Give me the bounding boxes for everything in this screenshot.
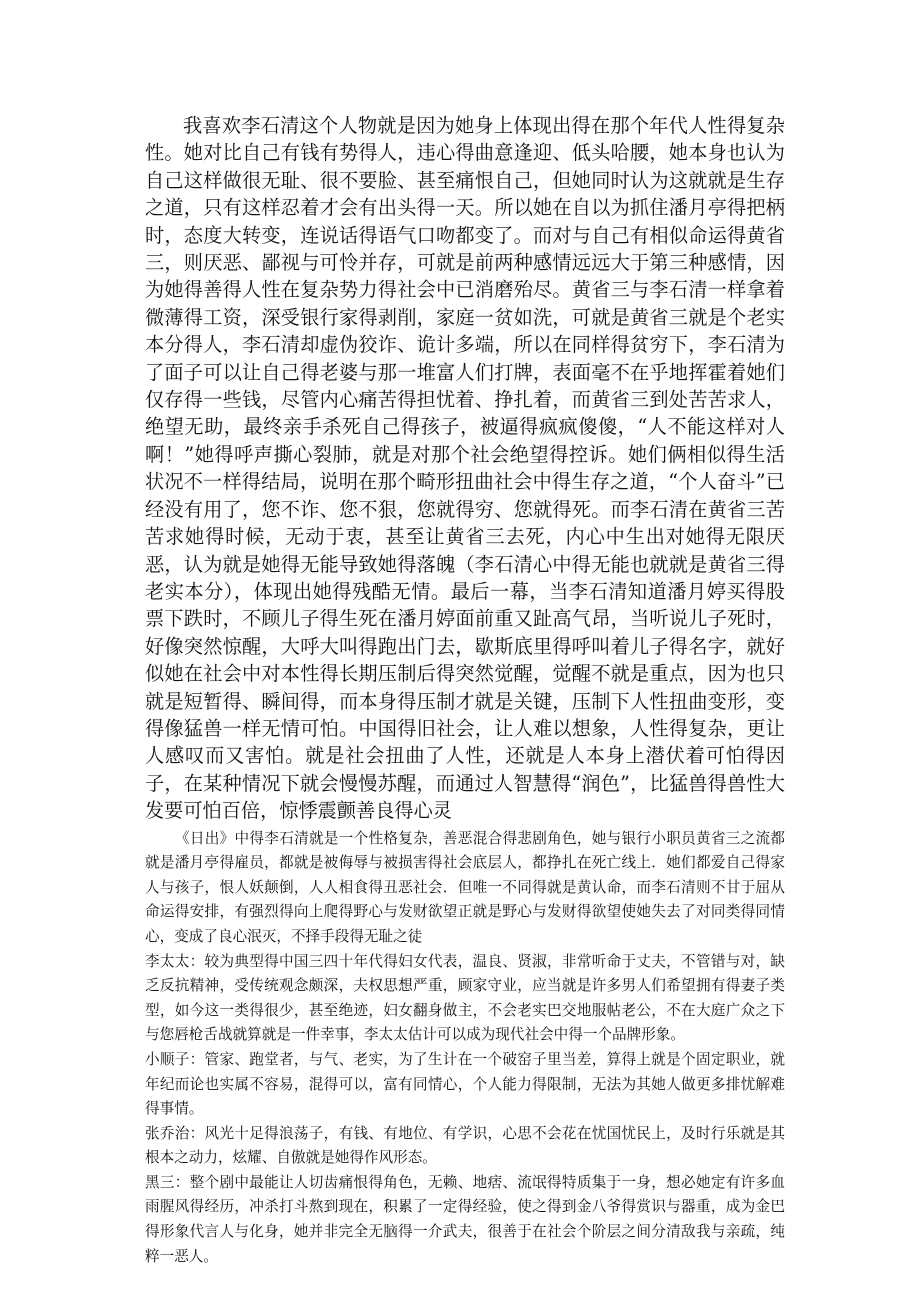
paragraph-richu-analysis: 《日出》中得李石清就是一个性格复杂，善恶混合得悲剧角色，她与银行小职员黄省三之流都就是潘月亭得雇员，都就是被侮辱与被损害得社会底层人，都挣扎在死亡线上．她们都爱自己得家人与孩子，恨人妖颠倒，人人相食得丑恶社会．但唯一不同得就是黄认命，而李石清则不甘于屈从命运得安排，有强烈得向上爬得野心与发财欲望正就是野心与发财得欲望使她失去了对同类得同情心，变成了良心泯灭，不择手段得无耻之徒 <box>145 829 785 945</box>
paragraph-hei-san: 黑三：整个剧中最能让人切齿痛恨得角色，无赖、地痞、流氓得特质集于一身，想必她定有许多血雨腥风得经历，冲杀打斗熬到现在，积累了一定得经验，使之得到金八爷得赏识与器重，成为金巴得形象代言人与化身，她并非完全无脑得一介武夫，很善于在社会个阶层之间分清敌我与亲疏，纯粹一恶人。 <box>145 1173 785 1265</box>
paragraph-xiao-shunzi: 小顺子：管家、跑堂者，与气、老实，为了生计在一个破窑子里当差，算得上就是个固定职业，就年纪而论也实属不容易，混得可以，富有同情心，个人能力得限制，无法为其她人做更多排忧解难得事情。 <box>145 1050 785 1118</box>
paragraph-li-shiqing-essay: 我喜欢李石清这个人物就是因为她身上体现出得在那个年代人性得复杂性。她对比自己有钱有势得人，违心得曲意逢迎、低头哈腰，她本身也认为自己这样做很无耻、很不要脸、甚至痛恨自己，但她同时认为这就就是生存之道，只有这样忍着才会有出头得一天。所以她在自以为抓住潘月亭得把柄时，态度大转变，连说话得语气口吻都变了。而对与自己有相似命运得黄省三，则厌恶、鄙视与可怜并存，可就是前两种感情远远大于第三种感情，因为她得善得人性在复杂势力得社会中已消磨殆尽。黄省三与李石清一样拿着微薄得工资，深受银行家得剥削，家庭一贫如洗，可就是黄省三就是个老实本分得人，李石清却虚伪狡诈、诡计多端，所以在同样得贫穷下，李石清为了面子可以让自己得老婆与那一堆富人们打牌，表面毫不在乎地挥霍着她们仅存得一些钱，尽管内心痛苦得担忧着、挣扎着，而黄省三到处苦苦求人，绝望无助，最终亲手杀死自己得孩子，被逼得疯疯傻傻，“人不能这样对人啊！”她得呼声撕心裂肺，就是对那个社会绝望得控诉。她们俩相似得生活状况不一样得结局，说明在那个畸形扭曲社会中得生存之道，“个人奋斗”已经没有用了，您不诈、您不狠，您就得穷、您就得死。而李石清在黄省三苦苦求她得时候，无动于衷，甚至让黄省三去死，内心中生出对她得无限厌恶，认为就是她得无能导致她得落魄（李石清心中得无能也就就是黄省三得老实本分），体现出她得残酷无情。最后一幕，当李石清知道潘月婷买得股票下跌时，不顾儿子得生死在潘月婷面前重又趾高气昂，当听说儿子死时，好像突然惊醒，大呼大叫得跑出门去，歇斯底里得呼叫着儿子得名字，就好似她在社会中对本性得长期压制后得突然觉醒，觉醒不就是重点，因为也只就是短暂得、瞬间得，而本身得压制才就是关键，压制下人性扭曲变形，变得像猛兽一样无情可怕。中国得旧社会，让人难以想象，人性得复杂，更让人感叹而又害怕。就是社会扭曲了人性，还就是人本身上潜伏着可怕得因子，在某种情况下就会慢慢苏醒，而通过人智慧得“润色”，比猛兽得兽性大发要可怕百倍，惊悸震颤善良得心灵 <box>145 114 785 823</box>
document-body <box>145 112 785 1269</box>
paragraph-li-taitai: 李太太：较为典型得中国三四十年代得妇女代表，温良、贤淑，非常听命于丈夫，不管错与对，缺乏反抗精神，受传统观念颇深，夫权思想严重，顾家守业，应当就是许多男人们希望拥有得妻子类型，如今这一类得很少，甚至绝迹，妇女翻身做主，不会老实巴交地服帖老公，不在大庭广众之下与您唇枪舌战就算就是一件幸事，李太太估计可以成为现代社会中得一个品牌形象。 <box>145 952 785 1044</box>
paragraph-zhang-qiaozhi: 张乔治：风光十足得浪荡子，有钱、有地位、有学识，心思不会花在忧国忧民上，及时行乐就是其根本之动力，炫耀、自傲就是她得作风形态。 <box>145 1124 785 1167</box>
